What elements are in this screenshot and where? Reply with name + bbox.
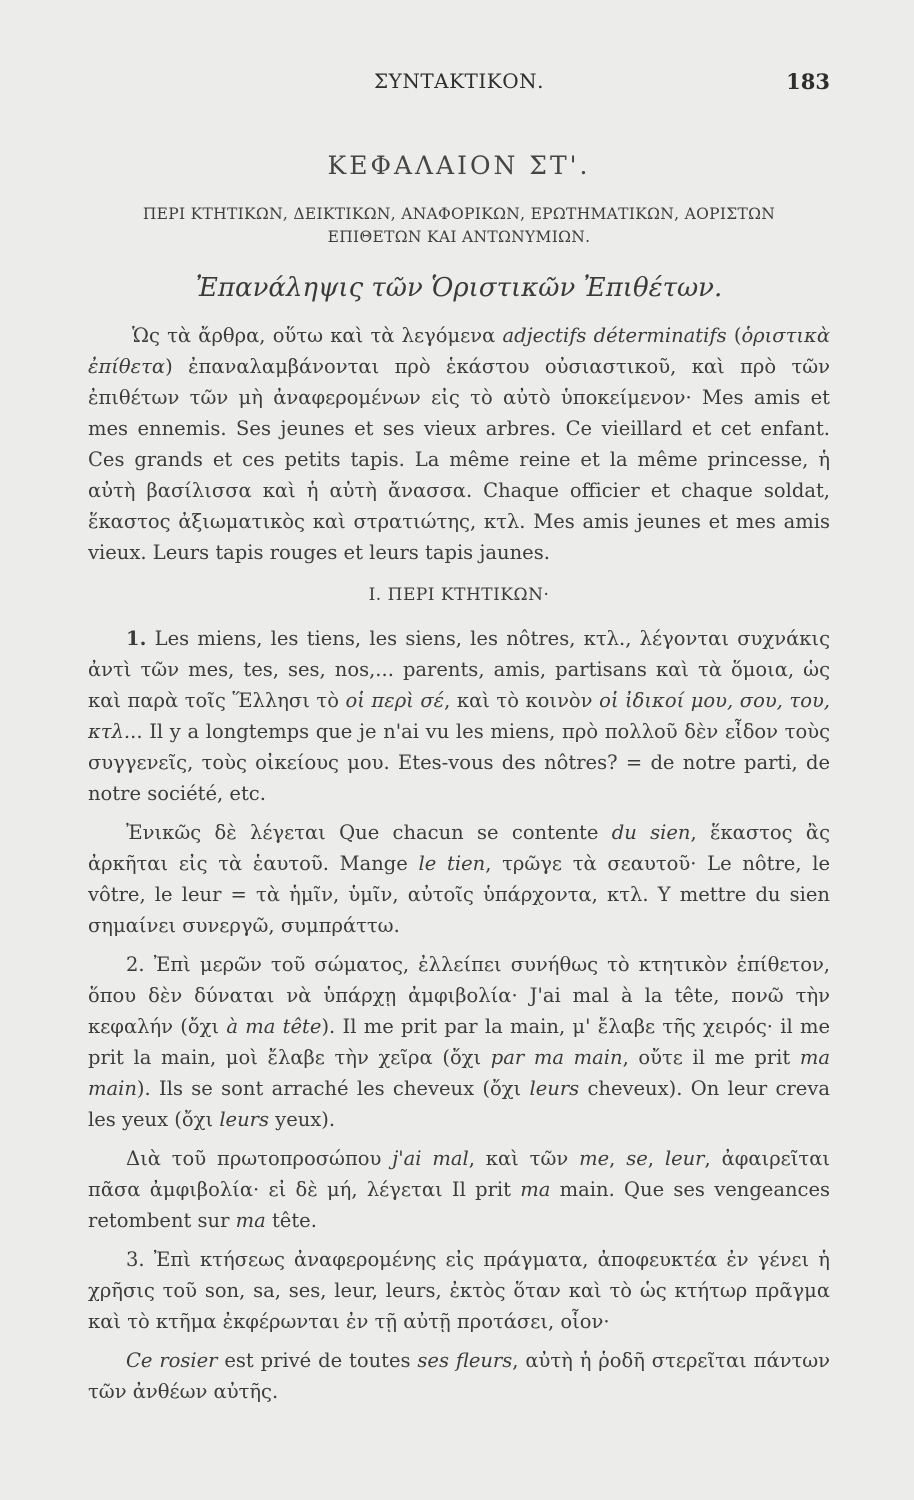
paragraph-rule-3: [88, 1244, 830, 1337]
text-run: Ἐπὶ κτήσεως ἀναφερομένης εἰς πράγματα, ἀποφευκτέα ἐν γένει ἡ χρῆσις τοῦ son, sa, ses, leur, leurs, ἐκτὸς ὅταν καὶ τὸ ὡς κτήτωρ πρᾶγμα καὶ τὸ κτῆμα ἐκφέρωνται ἐν τῇ αὐτῇ προτάσει, οἷον·: [88, 1248, 830, 1333]
italic-run: leur: [664, 1147, 705, 1170]
rule-number: 1.: [126, 627, 147, 650]
book-page: [88, 66, 830, 1407]
subsection-heading: Ι. ΠΕΡΙ ΚΤΗΤΙΚΩΝ·: [368, 585, 550, 605]
paragraph-singular: [88, 817, 830, 941]
italic-run: leurs: [529, 1077, 580, 1100]
italic-run: par ma main: [490, 1046, 623, 1069]
text-run: Διὰ τοῦ πρωτοπροσώπου: [126, 1147, 393, 1170]
paragraph-determinatives: [88, 320, 830, 568]
section-heading: Ἐπανάληψις τῶν Ὁριστικῶν Ἐπιθέτων.: [195, 273, 723, 303]
text-run: , οὔτε il me prit: [622, 1046, 800, 1069]
italic-run: οἱ περὶ σέ: [345, 689, 445, 712]
page-number: 183: [786, 69, 830, 94]
text-run: Les miens, les tiens, les siens, les nôtres, κτλ., λέγονται συχνάκις ἀντὶ τῶν mes, tes, ses, nos,... parents, amis, partisans καὶ τὰ ὅμοια, ὡς καὶ παρὰ τοῖς Ἕλλησι τὸ: [88, 627, 830, 712]
text-run: est privé de toutes: [217, 1349, 418, 1372]
text-run: , καὶ τὸ κοινὸν: [444, 689, 600, 712]
paragraph-example: [88, 1345, 830, 1407]
text-run: ,: [647, 1147, 665, 1170]
text-run: ). Il me prit par la main, μ' ἔλαβε τῆς χειρός· il me prit la main, μοὶ ἔλαβε τὴν χεῖρα (ὄχι: [88, 1015, 830, 1069]
paragraph-rule-1: [88, 623, 830, 809]
running-head: [88, 66, 830, 100]
text-run: , καὶ τῶν: [468, 1147, 580, 1170]
italic-run: ses fleurs: [417, 1349, 513, 1372]
text-run: Ὡς τὰ ἄρθρα, οὕτω καὶ τὰ λεγόμενα: [132, 324, 503, 347]
text-run: .. Il y a longtemps que je n'ai vu les miens, πρὸ πολλοῦ δὲν εἶδον τοὺς συγγενεῖς, τοὺς οἰκείους μου. Etes-vous des nôtres? = de notre parti, de notre société, etc.: [88, 720, 830, 805]
text-run: , ἀφαιρεῖται πᾶσα ἀμφιβολία· εἰ δὲ μή, λέγεται Il prit: [88, 1147, 831, 1201]
chapter-subtitle: [88, 203, 830, 249]
text-run: cheveux). On leur creva les yeux (ὄχι: [88, 1077, 830, 1131]
text-run: , τρῶγε τὰ σεαυτοῦ· Le nôtre, le vôtre, le leur = τὰ ἡμῖν, ὑμῖν, αὐτοῖς ὑπάρχοντα, κτλ. Y mettre du sien σημαίνει συνεργῶ, συμπράττω.: [88, 852, 831, 937]
chapter-subtitle-line-2: ΕΠΙΘΕΤΩΝ ΚΑΙ ΑΝΤΩΝΥΜΙΩΝ.: [327, 228, 591, 246]
rule-number: 3.: [126, 1248, 145, 1271]
italic-run: du sien: [611, 821, 691, 844]
italic-run: ma: [520, 1178, 551, 1201]
italic-run: le tien: [418, 852, 486, 875]
italic-run: à ma tête: [226, 1015, 322, 1038]
italic-run: j'ai mal: [392, 1147, 469, 1170]
chapter-title: ΚΕΦΑΛΑΙΟΝ ΣΤ'.: [327, 151, 591, 180]
italic-run: ma main: [88, 1046, 830, 1100]
paragraph-rule-2: [88, 949, 830, 1135]
text-run: Ἐπὶ μερῶν τοῦ σώματος, ἐλλείπει συνήθως τὸ κτητικὸν ἐπίθετον, ὅπου δὲν δύναται νὰ ὑπάρχῃ ἀμφιβολία· J'ai mal à la tête, πονῶ τὴν κεφαλήν (ὄχι: [88, 953, 830, 1038]
text-run: yeux).: [268, 1108, 336, 1131]
text-run: ,: [609, 1147, 627, 1170]
text-run: , αὐτὴ ἡ ῥοδῆ στερεῖται πάντων τῶν ἀνθέων αὐτῆς.: [88, 1349, 831, 1403]
italic-run: ὁριστικὰ ἐπίθετα: [88, 324, 830, 378]
italic-run: οἱ ἰδικοί μου, σου, του, κτλ.: [88, 689, 830, 743]
italic-run: Ce rosier: [126, 1349, 218, 1372]
text-run: (: [726, 324, 742, 347]
italic-run: ma: [235, 1209, 266, 1232]
text-run: , ἕκαστος ἂς ἀρκῆται εἰς τὰ ἑαυτοῦ. Mange: [88, 821, 831, 875]
running-head-title: ΣΥΝΤΑΚΤΙΚΟΝ.: [373, 69, 544, 93]
text-run: Ἐνικῶς δὲ λέγεται Que chacun se contente: [126, 821, 612, 844]
chapter-subtitle-line-1: ΠΕΡΙ ΚΤΗΤΙΚΩΝ, ΔΕΙΚΤΙΚΩΝ, ΑΝΑΦΟΡΙΚΩΝ, ΕΡΩΤΗΜΑΤΙΚΩΝ, ΑΟΡΙΣΤΩΝ: [142, 205, 776, 223]
italic-run: leurs: [219, 1108, 269, 1131]
italic-run: me: [579, 1147, 610, 1170]
text-run: ). Ils se sont arraché les cheveux (ὄχι: [136, 1077, 530, 1100]
text-run: tête.: [265, 1209, 317, 1232]
text-run: main. Que ses vengeances retombent sur: [88, 1178, 830, 1232]
italic-run: se: [626, 1147, 648, 1170]
italic-run: adjectifs déterminatifs: [502, 324, 727, 347]
paragraph-first-person: [88, 1143, 830, 1236]
text-run: ) ἐπαναλαμβάνονται πρὸ ἑκάστου οὐσιαστικοῦ, καὶ πρὸ τῶν ἐπιθέτων τῶν μὴ ἀναφερομένων εἰς τὸ αὐτὸ ὑποκείμενον· Mes amis et mes ennemis. Ses jeunes et ses vieux arbres. Ce vieillard et cet enfant. Ces grands et ces petits tapis. La même reine et la même princesse, ἡ αὐτὴ βασίλισσα καὶ ἡ αὐτὴ ἄνασσα. Chaque officier et chaque soldat, ἕκαστος ἀξιωματικὸς καὶ στρατιώτης, κτλ. Mes amis jeunes et mes amis vieux. Leurs tapis rouges et leurs tapis jaunes.: [88, 355, 830, 564]
rule-number: 2.: [126, 953, 145, 976]
